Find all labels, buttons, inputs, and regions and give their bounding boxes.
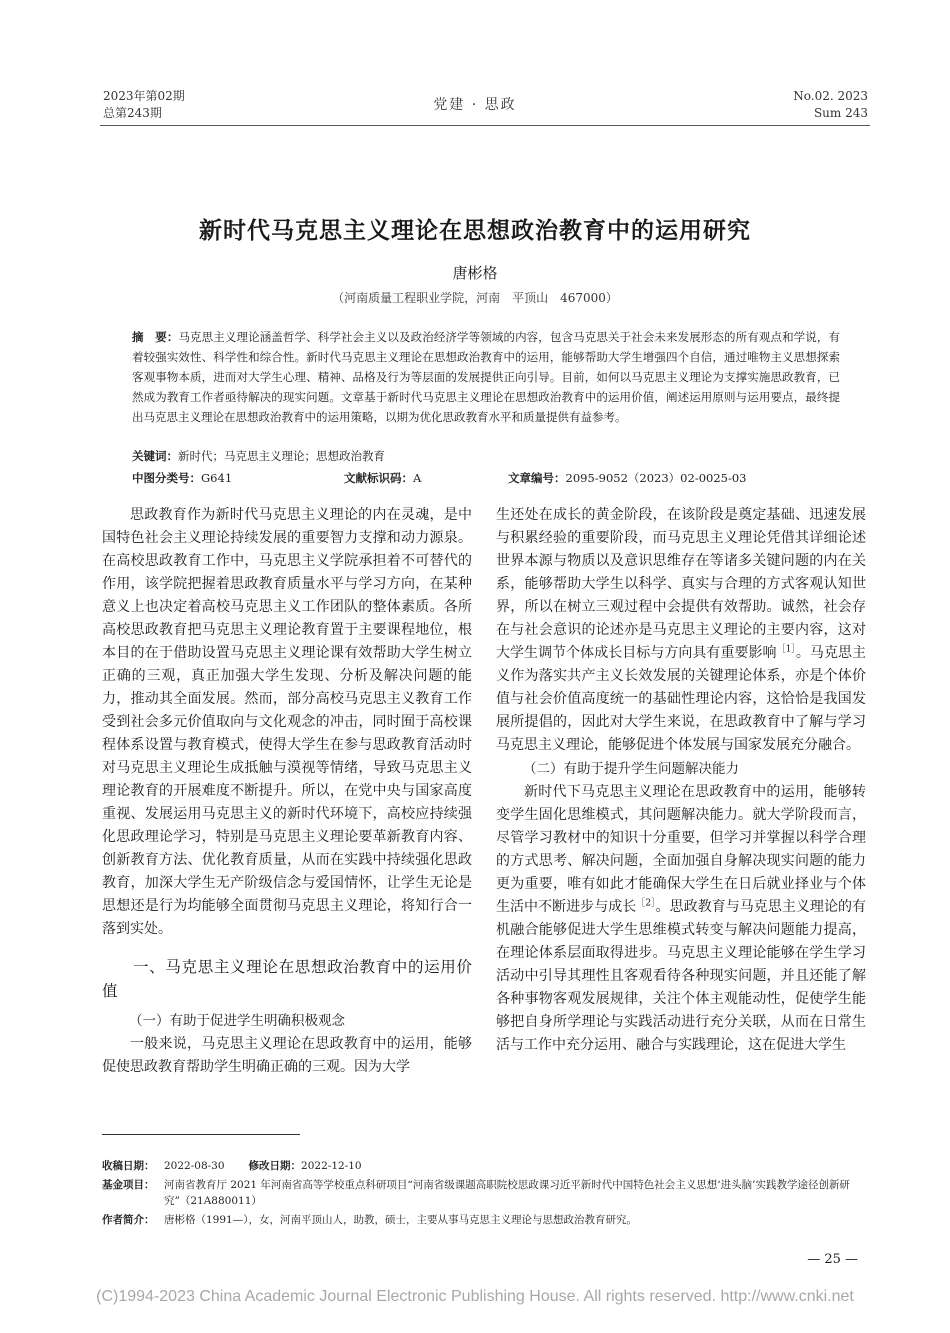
dates-note: [102, 1158, 872, 1174]
bio-text: 唐彬格（1991—），女，河南平顶山人，助教，硕士，主要从事马克思主义理论与思想政治教育研究。: [164, 1214, 637, 1226]
right-column: [496, 504, 866, 1057]
abstract: [132, 327, 840, 427]
article-value: 2095-9052（2023）02-0025-03: [565, 471, 747, 485]
citation-ref-1: ［1］: [776, 644, 796, 655]
received-label: 收稿日期：: [102, 1160, 155, 1172]
paper-title: 新时代马克思主义理论在思想政治教育中的运用研究: [199, 217, 751, 244]
section-heading-1: 一、马克思主义理论在思想政治教育中的运用价值: [102, 958, 472, 1000]
article-number: [508, 470, 747, 486]
footnotes: [102, 1158, 872, 1231]
subsection-heading-1: （一）有助于促进学生明确积极观念: [129, 1013, 345, 1029]
left-column: [102, 504, 472, 1079]
footnote-divider: [102, 1134, 300, 1135]
clc-value: G641: [201, 471, 233, 485]
doc-code: [344, 470, 421, 486]
copyright-watermark: (C)1994-2023 China Academic Journal Electronic Publishing House. All rights reserved. http://www.cnki.net: [96, 1288, 854, 1305]
article-label: 文章编号：: [508, 471, 566, 485]
issue-year: 2023年第02期: [103, 89, 185, 103]
issue-total: 总第243期: [103, 106, 162, 120]
journal-section: 党建 · 思政: [433, 97, 517, 113]
abstract-label: 摘 要：: [132, 330, 179, 344]
page-number: — 25 —: [807, 1252, 858, 1267]
keywords: [132, 448, 385, 464]
fund-text: 河南省教育厅 2021 年河南省高等学校重点科研项目“河南省级课题高职院校思政课习近平新时代中国特色社会主义思想‘进头脑’实践教学途径创新研究”（21A880011）: [164, 1179, 850, 1207]
issue-sum-en: Sum 243: [813, 106, 868, 120]
clc-number: [132, 470, 232, 486]
paragraph-text: 。马克思主义作为落实共产主义长效发展的关键理论体系，亦是个体价值与社会价值高度统一的基础性理论内容，这恰恰是我国发展所提倡的，因此对大学生来说，在思政教育中了解与学习马克思主义理论，能够促进个体发展与国家发展充分融合。: [496, 645, 867, 753]
body-paragraph: 一般来说，马克思主义理论在思政教育中的运用，能够促使思政教育帮助学生明确正确的三观。因为大学: [102, 1036, 472, 1075]
keywords-label: 关键词：: [132, 449, 178, 463]
journal-issue-info-en: [793, 88, 868, 122]
abstract-text: 马克思主义理论涵盖哲学、科学社会主义以及政治经济学等领域的内容，包含马克思关于社会未来发展形态的所有观点和学说，有着较强实效性、科学性和综合性。新时代马克思主义理论在思想政治教育中的运用，能够帮助大学生增强四个自信，通过唯物主义思想探索客观事物本质，进而对大学生心理、精神、品格及行为等层面的发展提供正向引导。目前，如何以马克思主义理论为支撑实施思政教育，已然成为教育工作者亟待解决的现实问题。文章基于新时代马克思主义理论在思想政治教育中的运用价值，阐述运用原则与运用要点，最终提出马克思主义理论在思想政治教育中的运用策略，以期为优化思政教育水平和质量提供有益参考。: [132, 330, 840, 424]
paragraph-text: 生还处在成长的黄金阶段，在该阶段是奠定基础、迅速发展与积累经验的重要阶段，而马克思主义理论凭借其详细论述世界本源与物质以及意识思维存在等诸多关键问题的内在关系，能够帮助大学生以科学、真实与合理的方式客观认知世界，所以在树立三观过程中会提供有效帮助。诚然，社会存在与社会意识的论述亦是马克思主义理论的主要内容，这对大学生调节个体成长目标与方向具有重要影响: [496, 507, 866, 661]
body-paragraph: [496, 504, 866, 757]
header-divider: [100, 125, 870, 126]
doc-label: 文献标识码：: [344, 471, 413, 485]
body-paragraph: [496, 781, 866, 1057]
author-name: 唐彬格: [452, 264, 498, 282]
doc-value: A: [413, 471, 422, 485]
fund-label: 基金项目：: [102, 1179, 155, 1191]
received-date: 2022-08-30: [164, 1160, 225, 1172]
paragraph-text: 新时代下马克思主义理论在思政教育中的运用，能够转变学生固化思维模式，其问题解决能力。就大学阶段而言，尽管学习教材中的知识十分重要，但学习并掌握以科学合理的方式思考、解决问题，全面加强自身解决现实问题的能力更为重要，唯有如此才能确保大学生在日后就业择业与个体生活中不断进步与成长: [496, 784, 866, 915]
author-affiliation: （河南质量工程职业学院，河南 平顶山 467000）: [332, 291, 618, 305]
subsection-heading-2: （二）有助于提升学生问题解决能力: [523, 761, 739, 777]
paragraph-text: 。思政教育与马克思主义理论的有机融合能够促进大学生思维模式转变与解决问题能力提高，在理论体系层面取得进步。马克思主义理论能够在学生学习活动中引导其理性且客观看待各种现实问题，并且还能了解各种事物客观发展规律，关注个体主观能动性，促使学生能够把自身所学理论与实践活动进行充分关联，从而在日常生活与工作中充分运用、融合与实践理论，这在促进大学生: [496, 899, 867, 1053]
revised-date: 2022-12-10: [301, 1160, 362, 1172]
citation-ref-2: ［2］: [636, 898, 656, 909]
clc-label: 中图分类号：: [132, 471, 201, 485]
author-bio-note: [102, 1212, 872, 1228]
revised-label: 修改日期：: [248, 1160, 302, 1172]
issue-number-en: No.02. 2023: [793, 89, 868, 103]
bio-label: 作者简介：: [102, 1214, 155, 1226]
intro-paragraph: 思政教育作为新时代马克思主义理论的内在灵魂，是中国特色社会主义理论持续发展的重要智力支撑和动力源泉。在高校思政教育工作中，马克思主义学院承担着不可替代的作用，该学院把握着思政教育质量水平与学习方向，在某种意义上也决定着高校马克思主义工作团队的整体素质。各所高校思政教育把马克思主义理论教育置于主要课程地位，根本目的在于借助设置马克思主义理论课有效帮助大学生树立正确的三观，真正加强大学生发现、分析及解决问题的能力，推动其全面发展。然而，部分高校马克思主义教育工作受到社会多元价值取向与文化观念的冲击，同时囿于高校课程体系设置与教育模式，使得大学生在参与思政教育活动时对马克思主义理论生成抵触与漠视等情绪，导致马克思主义理论教育的开展难度不断提升。所以，在党中央与国家高度重视、发展运用马克思主义的新时代环境下，高校应持续强化思政理论学习，特别是马克思主义理论要革新教育内容、创新教育方法、优化教育质量，从而在实践中持续强化思政教育，加深大学生无产阶级信念与爱国情怀，让学生无论是思想还是行为均能够全面贯彻马克思主义理论，将知行合一落到实处。: [102, 507, 472, 937]
keywords-text: 新时代；马克思主义理论；思想政治教育: [178, 449, 385, 463]
fund-note: [102, 1177, 872, 1209]
